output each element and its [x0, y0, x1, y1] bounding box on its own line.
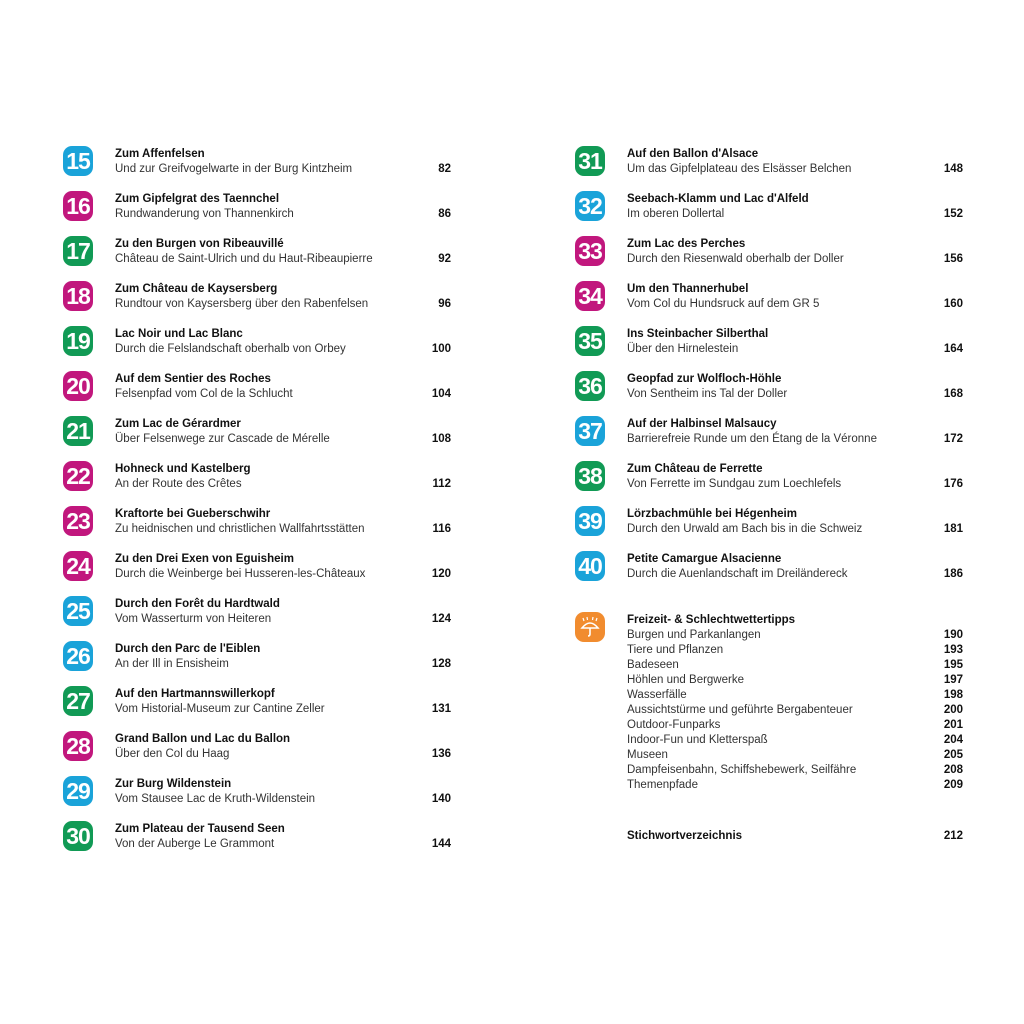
tour-title: Petite Camargue Alsacienne	[627, 553, 782, 565]
page-number: 131	[431, 703, 451, 715]
tour-number-badge: 23	[63, 506, 93, 536]
tour-subtitle: Vom Historial-Museum zur Cantine Zeller	[115, 703, 325, 715]
toc-entry[interactable]	[63, 821, 451, 866]
page-number: 136	[431, 748, 451, 760]
tour-title: Durch den Forêt du Hardtwald	[115, 598, 280, 610]
tour-title: Seebach-Klamm und Lac d'Alfeld	[627, 193, 809, 205]
tour-subtitle: An der Ill in Ensisheim	[115, 658, 229, 670]
tip-label: Indoor-Fun und Kletterspaß	[627, 734, 768, 746]
tour-title: Auf der Halbinsel Malsaucy	[627, 418, 777, 430]
tour-number-badge: 37	[575, 416, 605, 446]
page-number: 168	[943, 388, 963, 400]
toc-entry[interactable]	[575, 461, 963, 506]
page-number: 108	[431, 433, 451, 445]
toc-entry[interactable]	[575, 236, 963, 281]
toc-entry[interactable]	[63, 596, 451, 641]
tour-title: Zum Château de Kaysersberg	[115, 283, 278, 295]
tour-title: Ins Steinbacher Silberthal	[627, 328, 769, 340]
tour-subtitle: Von Ferrette im Sundgau zum Loechlefels	[627, 478, 842, 490]
tip-page: 195	[943, 659, 963, 671]
toc-entry[interactable]	[63, 776, 451, 821]
toc-entry[interactable]	[575, 551, 963, 596]
tip-page: 205	[943, 749, 963, 761]
tour-number-badge: 29	[63, 776, 93, 806]
toc-entry[interactable]	[575, 371, 963, 416]
tour-title: Grand Ballon und Lac du Ballon	[115, 733, 291, 745]
toc-entry[interactable]	[63, 146, 451, 191]
tour-subtitle: Durch die Auenlandschaft im Dreiländereck	[627, 568, 848, 580]
umbrella-sun-rain-icon	[575, 612, 605, 642]
page-number: 116	[432, 523, 451, 535]
tour-title: Zum Lac de Gérardmer	[115, 418, 241, 430]
toc-entry[interactable]	[63, 371, 451, 416]
tip-item[interactable]	[627, 749, 963, 764]
tour-number-badge: 15	[63, 146, 93, 176]
tour-number-badge: 31	[575, 146, 605, 176]
toc-entry[interactable]	[575, 506, 963, 551]
toc-entry[interactable]	[575, 326, 963, 371]
tour-subtitle: Vom Stausee Lac de Kruth-Wildenstein	[115, 793, 316, 805]
tour-number-badge: 17	[63, 236, 93, 266]
tip-label: Burgen und Parkanlangen	[627, 629, 761, 641]
tour-subtitle: Durch den Riesenwald oberhalb der Doller	[627, 253, 844, 265]
page-number: 144	[431, 838, 451, 850]
toc-entry[interactable]	[63, 191, 451, 236]
tour-subtitle: Und zur Greifvogelwarte in der Burg Kintzheim	[115, 163, 353, 175]
tour-title: Zu den Burgen von Ribeauvillé	[115, 238, 284, 250]
tip-page: 209	[943, 779, 963, 791]
tour-number-badge: 39	[575, 506, 605, 536]
tour-number-badge: 26	[63, 641, 93, 671]
tour-number-badge: 28	[63, 731, 93, 761]
tour-title: Zum Gipfelgrat des Taennchel	[115, 193, 280, 205]
tip-page: 198	[943, 689, 963, 701]
tip-item[interactable]	[627, 689, 963, 704]
tour-title: Geopfad zur Wolfloch-Höhle	[627, 373, 782, 385]
tour-title: Hohneck und Kastelberg	[115, 463, 251, 475]
tour-number-badge: 19	[63, 326, 93, 356]
toc-left-column	[63, 146, 451, 866]
tour-subtitle: Felsenpfad vom Col de la Schlucht	[115, 388, 293, 400]
page-number: 124	[431, 613, 451, 625]
tour-title: Auf den Hartmannswillerkopf	[115, 688, 275, 700]
tour-title: Lac Noir und Lac Blanc	[115, 328, 243, 340]
page-number: 86	[438, 208, 451, 220]
tour-number-badge: 40	[575, 551, 605, 581]
tour-subtitle: Rundwanderung von Thannenkirch	[115, 208, 294, 220]
tip-label: Museen	[627, 749, 668, 761]
tour-number-badge: 22	[63, 461, 93, 491]
index-title: Stichwortverzeichnis	[627, 830, 743, 842]
tip-label: Themenpfade	[627, 779, 698, 791]
page-number: 164	[943, 343, 963, 355]
page-number: 112	[432, 478, 451, 490]
tip-page: 201	[943, 719, 963, 731]
page-number: 104	[431, 388, 451, 400]
page-number: 82	[438, 163, 451, 175]
tour-subtitle: Über den Col du Haag	[115, 748, 230, 760]
tips-list	[627, 629, 963, 794]
tour-title: Durch den Parc de l'Eiblen	[115, 643, 261, 655]
tour-title: Zu den Drei Exen von Eguisheim	[115, 553, 294, 565]
tour-title: Um den Thannerhubel	[627, 283, 749, 295]
tip-label: Wasserfälle	[627, 689, 687, 701]
tour-number-badge: 33	[575, 236, 605, 266]
tour-number-badge: 36	[575, 371, 605, 401]
toc-entry[interactable]	[63, 326, 451, 371]
page-number: 176	[943, 478, 963, 490]
page-number: 160	[943, 298, 963, 310]
tour-title: Auf dem Sentier des Roches	[115, 373, 271, 385]
tip-page: 193	[943, 644, 963, 656]
tip-label: Höhlen und Bergwerke	[627, 674, 744, 686]
tour-subtitle: Barrierefreie Runde um den Étang de la Véronne	[627, 433, 877, 445]
toc-entry[interactable]	[575, 191, 963, 236]
tour-subtitle: Zu heidnischen und christlichen Wallfahrtsstätten	[115, 523, 365, 535]
tour-number-badge: 30	[63, 821, 93, 851]
tour-subtitle: An der Route des Crêtes	[115, 478, 242, 490]
tour-title: Auf den Ballon d'Alsace	[627, 148, 759, 160]
tour-number-badge: 35	[575, 326, 605, 356]
tip-label: Badeseen	[627, 659, 679, 671]
tip-item[interactable]	[627, 704, 963, 719]
page-number: 186	[943, 568, 963, 580]
tip-label: Outdoor-Funparks	[627, 719, 721, 731]
tour-title: Zum Château de Ferrette	[627, 463, 763, 475]
tip-page: 190	[943, 629, 963, 641]
index-entry[interactable]	[627, 830, 963, 846]
tips-title: Freizeit- & Schlechtwettertipps	[627, 614, 796, 626]
tour-title: Zum Affenfelsen	[115, 148, 205, 160]
tour-number-badge: 27	[63, 686, 93, 716]
tour-title: Zur Burg Wildenstein	[115, 778, 232, 790]
page-number: 152	[943, 208, 963, 220]
tip-item[interactable]	[627, 659, 963, 674]
tip-item[interactable]	[627, 734, 963, 749]
tip-page: 200	[943, 704, 963, 716]
toc-entry[interactable]	[63, 506, 451, 551]
tour-number-badge: 25	[63, 596, 93, 626]
toc-right-column	[575, 146, 963, 842]
tour-subtitle: Im oberen Dollertal	[627, 208, 725, 220]
tip-label: Aussichtstürme und geführte Bergabenteuer	[627, 704, 853, 716]
tips-badge	[575, 612, 605, 642]
tour-number-badge: 21	[63, 416, 93, 446]
tour-subtitle: Von Sentheim ins Tal der Doller	[627, 388, 788, 400]
toc-entry[interactable]	[63, 731, 451, 776]
tour-subtitle: Château de Saint-Ulrich und du Haut-Ribeaupierre	[115, 253, 373, 265]
tour-title: Lörzbachmühle bei Hégenheim	[627, 508, 797, 520]
tip-item[interactable]	[627, 779, 963, 794]
tour-subtitle: Über den Hirnelestein	[627, 343, 739, 355]
tip-page: 204	[943, 734, 963, 746]
page-number: 156	[943, 253, 963, 265]
page-number: 92	[438, 253, 451, 265]
toc-entry[interactable]	[63, 461, 451, 506]
toc-entry[interactable]	[63, 641, 451, 686]
toc-entry[interactable]	[63, 551, 451, 596]
page-number: 96	[438, 298, 451, 310]
page-number: 140	[431, 793, 451, 805]
tip-item[interactable]	[627, 764, 963, 779]
tour-title: Zum Plateau der Tausend Seen	[115, 823, 285, 835]
page-number: 148	[943, 163, 963, 175]
tour-number-badge: 34	[575, 281, 605, 311]
tip-item[interactable]	[627, 719, 963, 734]
page-number: 172	[943, 433, 963, 445]
tour-subtitle: Vom Wasserturm von Heiteren	[115, 613, 272, 625]
tour-number-badge: 24	[63, 551, 93, 581]
tour-number-badge: 20	[63, 371, 93, 401]
tour-number-badge: 38	[575, 461, 605, 491]
tour-number-badge: 32	[575, 191, 605, 221]
tip-page: 197	[943, 674, 963, 686]
tip-label: Tiere und Pflanzen	[627, 644, 724, 656]
tour-number-badge: 16	[63, 191, 93, 221]
tour-title: Zum Lac des Perches	[627, 238, 746, 250]
toc-entry[interactable]	[575, 281, 963, 326]
page-number: 181	[943, 523, 963, 535]
page-number: 100	[431, 343, 451, 355]
tip-item[interactable]	[627, 644, 963, 659]
tour-subtitle: Durch die Felslandschaft oberhalb von Orbey	[115, 343, 346, 355]
tour-subtitle: Über Felsenwege zur Cascade de Mérelle	[115, 433, 330, 445]
tip-item[interactable]	[627, 674, 963, 689]
tour-number-badge: 18	[63, 281, 93, 311]
tip-page: 208	[943, 764, 963, 776]
tour-title: Kraftorte bei Gueberschwihr	[115, 508, 271, 520]
toc-entry[interactable]	[575, 146, 963, 191]
toc-entry[interactable]	[63, 236, 451, 281]
toc-entry[interactable]	[63, 686, 451, 731]
tour-subtitle: Um das Gipfelplateau des Elsässer Belchen	[627, 163, 852, 175]
page-number: 128	[431, 658, 451, 670]
toc-entry[interactable]	[63, 281, 451, 326]
toc-entry[interactable]	[63, 416, 451, 461]
tour-subtitle: Durch die Weinberge bei Husseren-les-Châteaux	[115, 568, 366, 580]
page-number: 120	[431, 568, 451, 580]
tour-subtitle: Durch den Urwald am Bach bis in die Schweiz	[627, 523, 863, 535]
tour-subtitle: Rundtour von Kaysersberg über den Rabenfelsen	[115, 298, 369, 310]
index-page: 212	[943, 830, 963, 842]
tip-item[interactable]	[627, 629, 963, 644]
tour-subtitle: Von der Auberge Le Grammont	[115, 838, 275, 850]
tip-label: Dampfeisenbahn, Schiffshebewerk, Seilfähre	[627, 764, 857, 776]
toc-entry[interactable]	[575, 416, 963, 461]
tour-subtitle: Vom Col du Hundsruck auf dem GR 5	[627, 298, 820, 310]
